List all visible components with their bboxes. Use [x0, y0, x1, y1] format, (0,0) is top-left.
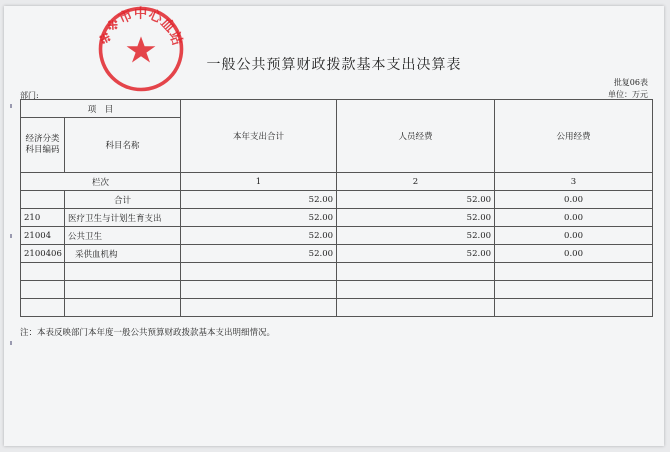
- column-number-row: [21, 173, 653, 191]
- table-row-empty: [21, 281, 653, 299]
- name-cell: 公共卫生: [65, 227, 181, 245]
- public-cell: 0.00: [495, 245, 653, 263]
- svg-text:※※市中心血站: ※※市中心血站: [96, 5, 186, 48]
- binding-hole-mark: [10, 234, 12, 238]
- total-cell: [181, 281, 337, 299]
- header-total-cell: 本年支出合计: [181, 100, 337, 173]
- column-number-2: 2: [337, 173, 495, 191]
- header-subject-name-cell: 科目名称: [65, 118, 181, 173]
- code-cell: [21, 191, 65, 209]
- header-public-cell: 公用经费: [495, 100, 653, 173]
- name-cell: 合计: [65, 191, 181, 209]
- total-cell: 52.00: [181, 245, 337, 263]
- form-code: 批复06表: [613, 78, 648, 87]
- header-row-item: [21, 100, 653, 118]
- total-cell: 52.00: [181, 209, 337, 227]
- table-row: [21, 209, 653, 227]
- personnel-cell: [337, 263, 495, 281]
- personnel-cell: 52.00: [337, 209, 495, 227]
- code-cell: 2100406: [21, 245, 65, 263]
- public-cell: 0.00: [495, 227, 653, 245]
- public-cell: [495, 281, 653, 299]
- public-cell: [495, 263, 653, 281]
- row-label-cell: 栏次: [21, 173, 181, 191]
- table-row-empty: [21, 299, 653, 317]
- expenditure-table: [20, 99, 653, 317]
- total-cell: 52.00: [181, 227, 337, 245]
- table-row-empty: [21, 263, 653, 281]
- personnel-cell: [337, 281, 495, 299]
- public-cell: 0.00: [495, 191, 653, 209]
- header-personnel-cell: 人员经费: [337, 100, 495, 173]
- column-number-1: 1: [181, 173, 337, 191]
- personnel-cell: [337, 299, 495, 317]
- code-cell: 21004: [21, 227, 65, 245]
- name-cell: [65, 263, 181, 281]
- code-cell: [21, 281, 65, 299]
- personnel-cell: 52.00: [337, 245, 495, 263]
- name-cell: 采供血机构: [65, 245, 181, 263]
- total-cell: 52.00: [181, 191, 337, 209]
- binding-hole-mark: [10, 341, 12, 345]
- total-cell: [181, 299, 337, 317]
- public-cell: 0.00: [495, 209, 653, 227]
- footnote: 注：本表反映部门本年度一般公共预算财政拨款基本支出明细情况。: [20, 328, 276, 338]
- official-seal-stamp: [96, 4, 186, 94]
- name-cell: [65, 281, 181, 299]
- table-row: [21, 227, 653, 245]
- code-cell: 210: [21, 209, 65, 227]
- unit-label: 单位：万元: [608, 90, 648, 99]
- table-row-total: [21, 191, 653, 209]
- header-econ-code-cell: 经济分类科目编码: [21, 118, 65, 173]
- page-title: 一般公共预算财政拨款基本支出决算表: [206, 57, 462, 73]
- public-cell: [495, 299, 653, 317]
- personnel-cell: 52.00: [337, 227, 495, 245]
- header-item-cell: 项 目: [21, 100, 181, 118]
- table-row: [21, 245, 653, 263]
- code-cell: [21, 299, 65, 317]
- name-cell: 医疗卫生与计划生育支出: [65, 209, 181, 227]
- name-cell: [65, 299, 181, 317]
- column-number-3: 3: [495, 173, 653, 191]
- department-label: 部门:: [20, 91, 39, 100]
- personnel-cell: 52.00: [337, 191, 495, 209]
- binding-hole-mark: [10, 104, 12, 108]
- total-cell: [181, 263, 337, 281]
- code-cell: [21, 263, 65, 281]
- document-page: [4, 6, 664, 446]
